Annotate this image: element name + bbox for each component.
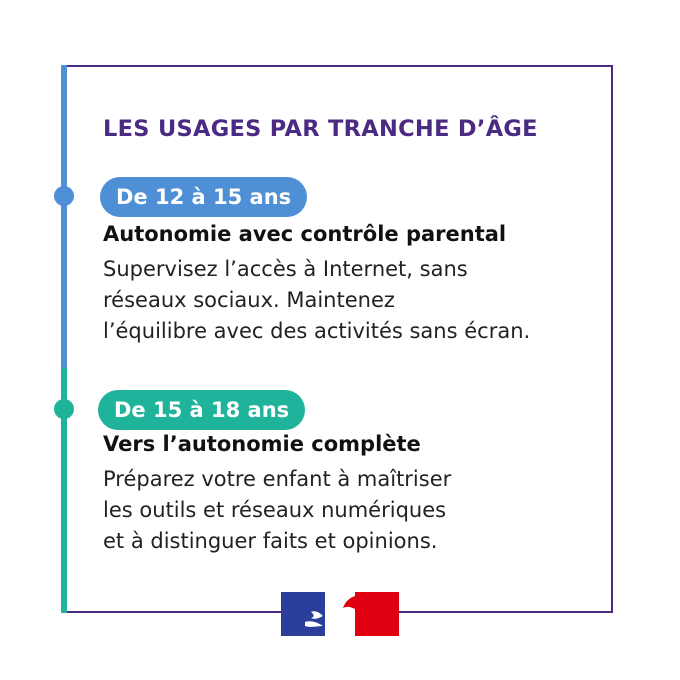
section-text-15-18 (103, 464, 451, 557)
age-range-badge-15-18: De 15 à 18 ans (98, 390, 305, 430)
section-text-line: Préparez votre enfant à maîtriser (103, 467, 452, 491)
section-text-line: l’équilibre avec des activités sans écran. (103, 319, 531, 343)
section-text-line: Supervisez l’accès à Internet, sans (103, 257, 468, 281)
frame-top-border (64, 65, 613, 67)
section-text-line: réseaux sociaux. Maintenez (103, 288, 395, 312)
frame-bottom-border-right (399, 611, 613, 613)
section-title-15-18: Vers l’autonomie complète (103, 432, 421, 456)
age-range-badge-12-15: De 12 à 15 ans (100, 177, 307, 217)
page-title: LES USAGES PAR TRANCHE D’ÂGE (103, 116, 538, 142)
timeline-segment-blue (61, 65, 67, 368)
republique-francaise-logo (281, 592, 399, 636)
timeline-dot-12-15 (54, 186, 74, 206)
section-title-12-15: Autonomie avec contrôle parental (103, 222, 507, 246)
frame-right-border (611, 65, 613, 613)
timeline-dot-15-18 (54, 399, 74, 419)
section-text-line: les outils et réseaux numériques (103, 498, 447, 522)
section-text-line: et à distinguer faits et opinions. (103, 529, 438, 553)
frame-bottom-border-left (64, 611, 281, 613)
section-text-12-15 (103, 254, 530, 347)
